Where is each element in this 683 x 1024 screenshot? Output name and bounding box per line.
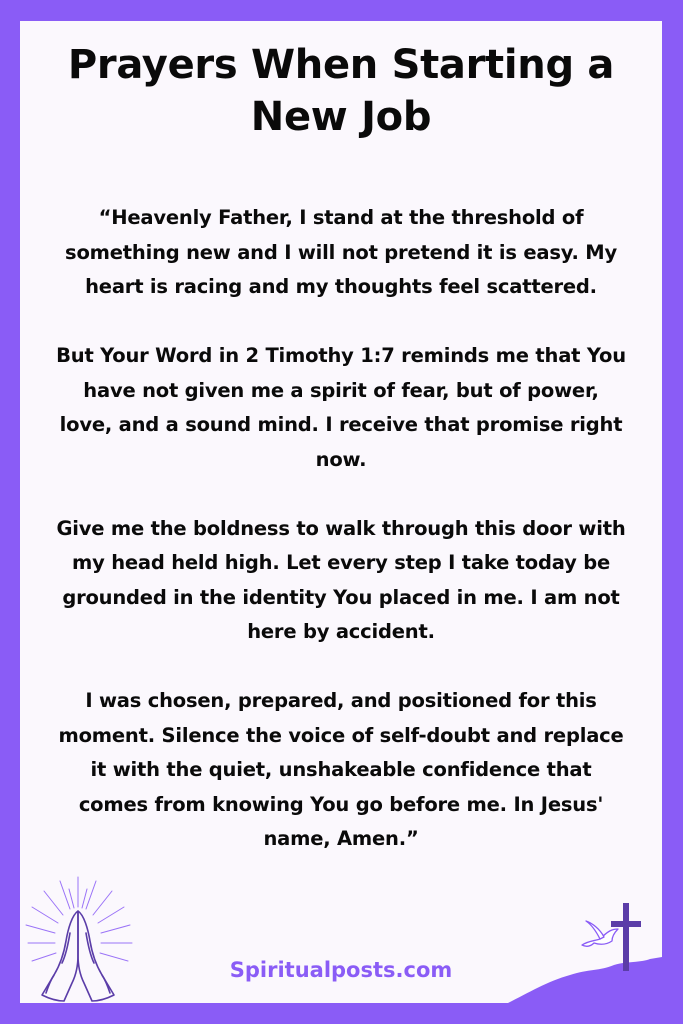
prayer-card xyxy=(20,21,662,1003)
prayer-paragraph-1: “Heavenly Father, I stand at the threshold of something new and I will not pretend it is easy. My heart is racing and my thoughts feel scattered. xyxy=(65,206,617,298)
prayer-paragraph-2: But Your Word in 2 Timothy 1:7 reminds me that You have not given me a spirit of fear, but of power, love, and a sound mind. I receive that promise right now. xyxy=(56,344,626,471)
praying-hands-icon xyxy=(20,871,140,1003)
page-title: Prayers When Starting a New Job xyxy=(67,42,615,140)
cross-on-hill-icon xyxy=(508,901,662,1003)
prayer-paragraph-3: Give me the boldness to walk through this door with my head held high. Let every step I take today be grounded in the identity You placed in me. I am not here by accident. xyxy=(56,516,626,643)
prayer-text xyxy=(54,201,628,857)
prayer-paragraph-4: I was chosen, prepared, and positioned for this moment. Silence the voice of self-doubt and replace it with the quiet, unshakeable confidence that comes from knowing You go before me. In Jesus' name, Amen.” xyxy=(58,689,624,850)
footer-site-name: Spiritualposts.com xyxy=(229,958,453,982)
